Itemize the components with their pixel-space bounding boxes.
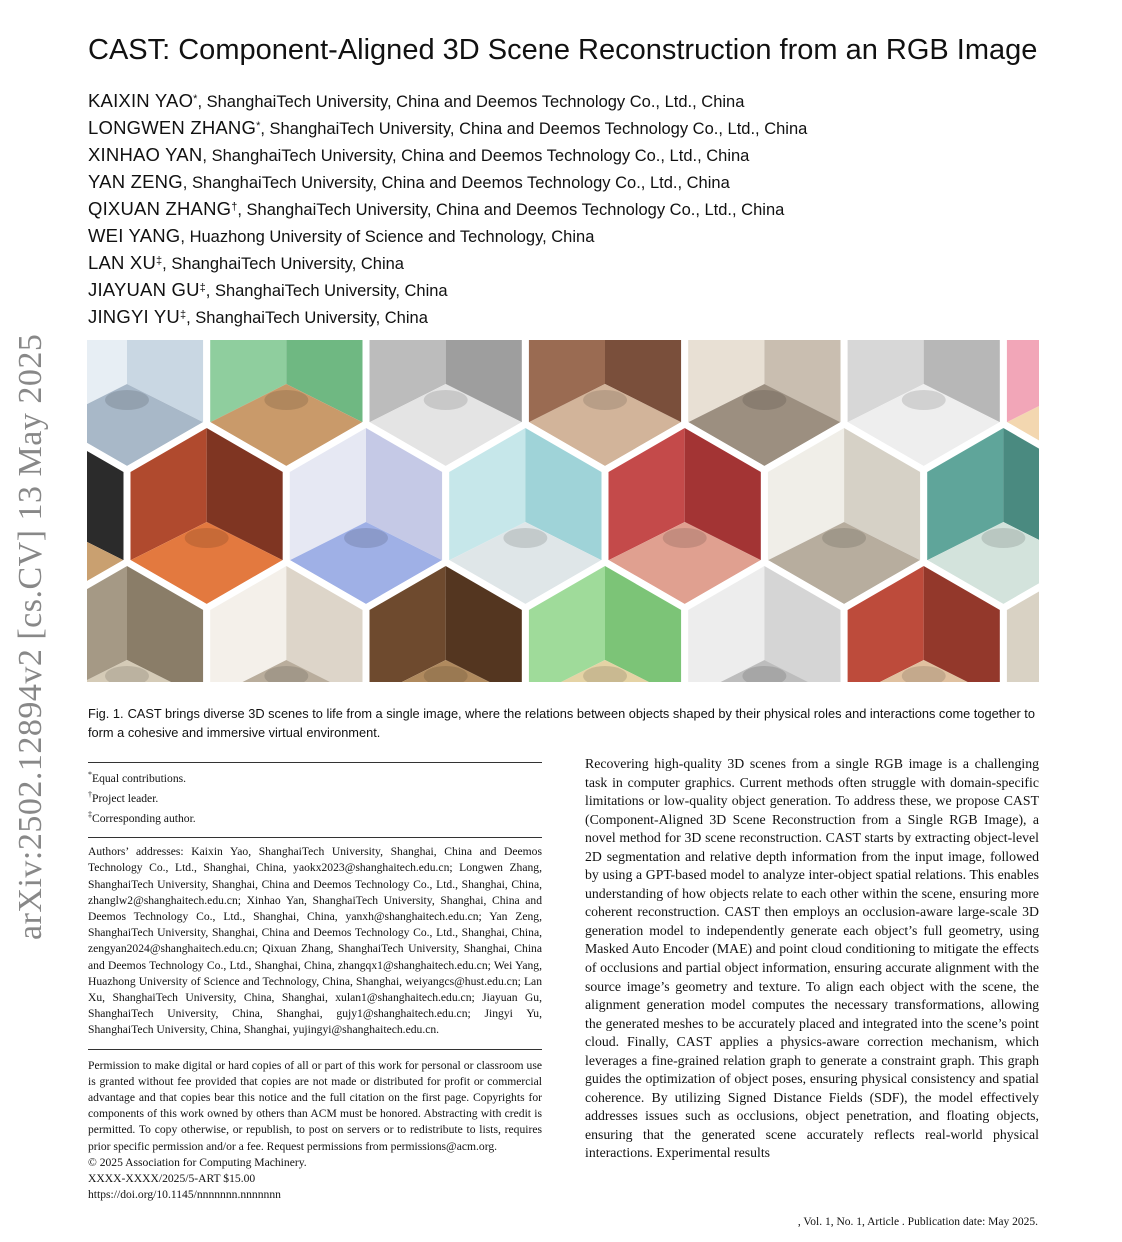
scene-hex-grid (87, 340, 1039, 682)
footnote (88, 807, 542, 827)
object-shadow (344, 528, 388, 548)
author-line (88, 142, 807, 169)
object-shadow (742, 390, 786, 410)
author-name: KAIXIN YAO (88, 90, 194, 111)
author-line (88, 196, 807, 223)
teaser-figure (87, 340, 1039, 682)
figure-caption (88, 704, 1040, 742)
paper-title: CAST: Component-Aligned 3D Scene Reconstruction from an RGB Image (88, 34, 1038, 66)
footnote (88, 767, 542, 787)
object-shadow (902, 390, 946, 410)
footnote (88, 787, 542, 807)
article-number: XXXX-XXXX/2025/5-ART $15.00 (88, 1172, 256, 1186)
author-name: YAN ZENG (88, 171, 183, 192)
author-name: LONGWEN ZHANG (88, 117, 257, 138)
author-mark: * (256, 120, 261, 132)
object-shadow (503, 528, 547, 548)
left-column-notes (88, 762, 542, 1203)
author-line (88, 250, 807, 277)
doi-link[interactable]: https://doi.org/10.1145/nnnnnnn.nnnnnnn (88, 1188, 281, 1202)
author-mark: † (231, 201, 238, 213)
figure-label: Fig. 1. (88, 706, 124, 721)
author-line (88, 169, 807, 196)
object-shadow (105, 390, 149, 410)
object-shadow (583, 390, 627, 410)
author-name: WEI YANG (88, 225, 181, 246)
author-affiliation: , ShanghaiTech University, China and Deemos Technology Co., Ltd., China (182, 174, 730, 192)
footnote-text: Corresponding author. (92, 811, 196, 825)
author-mark: ‡ (199, 282, 206, 294)
object-shadow (264, 390, 308, 410)
object-shadow (822, 528, 866, 548)
arxiv-sidebar-stamp: arXiv:2502.12894v2 [cs.CV] 13 May 2025 (12, 333, 49, 940)
permission-notice: Permission to make digital or hard copies of all or part of this work for personal or classroom use is granted without fee provided that copies are not made or distributed for profit or commercial advantage and that copies bear this notice and the full citation on the first page. Copyrights for components of this work owned by others than ACM must be honored. Abstracting with credit is permitted. To copy otherwise, or republish, to post on servers or to redistribute to lists, requires prior specific permission and/or a fee. Request permissions from permissions@acm.org. (88, 1058, 542, 1153)
footnotes (88, 763, 542, 827)
author-name: LAN XU (88, 252, 157, 273)
author-line (88, 115, 807, 142)
author-line (88, 277, 807, 304)
permission-rule (88, 1049, 542, 1050)
footnote-text: Project leader. (92, 791, 159, 805)
object-shadow (981, 528, 1025, 548)
author-affiliation: , ShanghaiTech University, China (205, 282, 448, 300)
author-line (88, 304, 807, 331)
object-shadow (663, 528, 707, 548)
address-rule (88, 837, 542, 838)
author-line (88, 223, 807, 250)
author-name: JINGYI YU (88, 306, 180, 327)
authors-addresses: Authors’ addresses: Kaixin Yao, ShanghaiTech University, Shanghai, China and Deemos Technology Co., Ltd., Shanghai, China, yaokx2023@shanghaitech.edu.cn; Longwen Zhang, ShanghaiTech University, Shanghai, China and Deemos Technology Co., Ltd., Shanghai, China, zhanglw2@shanghaitech.edu.cn; Xinhao Yan, ShanghaiTech University, Shanghai, China and Deemos Technology Co., Ltd., Shanghai, China, yanxh@shanghaitech.edu.cn; Yan Zeng, ShanghaiTech University, Shanghai, China and Deemos Technology Co., Ltd., Shanghai, China, zengyan2024@shanghaitech.edu.cn; Qixuan Zhang, ShanghaiTech University, Shanghai, China and Deemos Technology Co., Ltd., Shanghai, China, zhangqx1@shanghaitech.edu.cn; Wei Yang, Huazhong University of Science and Technology, China, Shanghai, weiyangcs@hust.edu.cn; Lan Xu, ShanghaiTech University, China, Shanghai, xulan1@shanghaitech.edu.cn; Jiayuan Gu, ShanghaiTech University, China, Shanghai, gujy1@shanghaitech.edu.cn; Jingyi Yu, ShanghaiTech University, China, Shanghai, yujingyi@shanghaitech.edu.cn. (88, 845, 542, 1037)
object-shadow (424, 390, 468, 410)
author-affiliation: , ShanghaiTech University, China and Deemos Technology Co., Ltd., China (197, 93, 745, 111)
author-name: JIAYUAN GU (88, 279, 200, 300)
author-affiliation: , ShanghaiTech University, China and Deemos Technology Co., Ltd., China (202, 147, 750, 165)
page-footer: , Vol. 1, No. 1, Article . Publication date: May 2025. (797, 1216, 1038, 1228)
author-list (88, 88, 807, 331)
abstract-text: Recovering high-quality 3D scenes from a single RGB image is a challenging task in computer graphics. Current methods often struggle with domain-specific limitations or low-quality object generation. To address these, we propose CAST (Component-Aligned 3D Scene Reconstruction from a Single RGB Image), a novel method for 3D scene reconstruction. CAST starts by extracting object-level 2D segmentation and relative depth information from the input image, followed by using a GPT-based model to analyze inter-object spatial relations. This enables understanding of how objects relate to each other within the scene, ensuring more coherent reconstruction. CAST then employs an occlusion-aware large-scale 3D generation model to independently generate each object’s full geometry, using Masked Auto Encoder (MAE) and point cloud conditioning to mitigate the effects of occlusions and partial object information, ensuring accurate alignment with the source image’s geometry and texture. To align each object with the scene, the alignment generation model computes the necessary transformations, allowing the generated meshes to be accurately placed and integrated into the scene’s point cloud. Finally, CAST applies a physics-aware correction mechanism, which leverages a fine-grained relation graph to generate a constraint graph. This graph guides the optimization of object poses, ensuring physical consistency and spatial coherence. By utilizing Signed Distance Fields (SDF), the model effectively addresses issues such as occlusions, object penetration, and floating objects, ensuring that the generated scene accurately reflects real-world physical interactions. Experimental results (585, 756, 1039, 1161)
author-mark: * (193, 93, 198, 105)
footnote-mark: * (88, 770, 92, 779)
author-name: XINHAO YAN (88, 144, 203, 165)
author-affiliation: , Huazhong University of Science and Technology, China (180, 228, 595, 246)
copyright-line: © 2025 Association for Computing Machinery. (88, 1155, 307, 1169)
author-line (88, 88, 807, 115)
author-affiliation: , ShanghaiTech University, China and Deemos Technology Co., Ltd., China (260, 120, 808, 138)
author-affiliation: , ShanghaiTech University, China (186, 309, 428, 327)
object-shadow (185, 528, 229, 548)
author-affiliation: , ShanghaiTech University, China (162, 255, 404, 273)
author-name: QIXUAN ZHANG (88, 198, 232, 219)
author-affiliation: , ShanghaiTech University, China and Deemos Technology Co., Ltd., China (237, 201, 785, 219)
author-mark: ‡ (179, 309, 187, 321)
figure-caption-text: CAST brings diverse 3D scenes to life from a single image, where the relations between objects shaped by their physical roles and interactions come together to form a cohesive and immersive virtual environment. (88, 706, 1035, 740)
author-mark: ‡ (156, 255, 163, 267)
footnote-mark: ‡ (88, 810, 92, 820)
footnote-text: Equal contributions. (92, 771, 187, 785)
footnote-mark: † (88, 790, 92, 800)
